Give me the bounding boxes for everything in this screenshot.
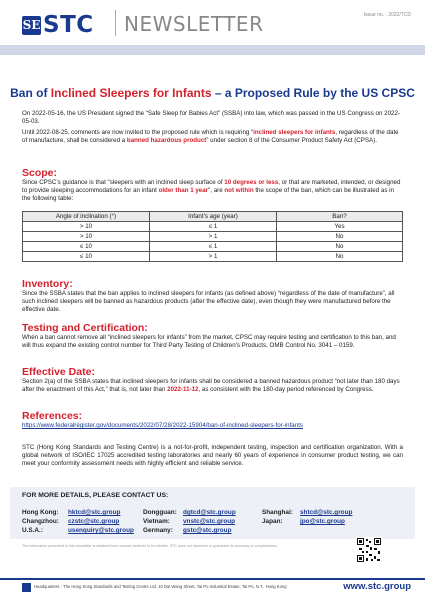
intro-section: [22, 110, 403, 148]
table-cell: ≤ 10: [23, 242, 150, 252]
stc-logo-mark: SE: [22, 16, 41, 35]
contact-email[interactable]: gstc@stc.group: [183, 527, 232, 534]
intro-text-a: Until 2022-08-25, comments are now invited to the proposed rule which is requiring “: [22, 129, 254, 136]
scope-highlight-2: older than 1 year: [158, 187, 209, 194]
scope-highlight-1: 10 degrees or less: [224, 179, 279, 186]
effective-heading: Effective Date:: [22, 366, 95, 378]
contact-label: Hong Kong:: [22, 509, 59, 516]
scope-section: [22, 167, 403, 206]
contact-row-changzhou: [22, 517, 134, 526]
testing-section: [22, 322, 403, 353]
about-text: STC (Hong Kong Standards and Testing Centre) is a not-for-profit, independent testing, inspection and certification organization. With a global network of ISO/IEC 17025 accredited testing laboratories and nearly 60 years of experience in consumer product testing, we can meet your conformity assessment needs with highly efficient and reliable service.: [22, 444, 403, 467]
inventory-heading: Inventory:: [22, 278, 73, 290]
table-cell: ≤ 10: [23, 252, 150, 262]
scope-text: [22, 179, 403, 203]
table-header-angle: Angle of inclination (°): [23, 212, 150, 222]
table-row: [23, 222, 403, 232]
table-header-row: [23, 212, 403, 222]
contact-column-1: [22, 508, 134, 535]
table-row: [23, 242, 403, 252]
inventory-section: [22, 278, 403, 317]
footer-logo-icon: [22, 583, 31, 592]
inventory-text: Since the SSBA states that the ban applies to inclined sleepers for infants (as defined above) “regardless of the date of manufacture”, all such inclined sleepers will be banned as hazardous products (after the effective date), even though they were manufactured before the effective date.: [22, 290, 395, 313]
newsletter-label: NEWSLETTER: [124, 12, 264, 36]
effective-text-a: Section 2(a) of the SSBA states that inclined sleepers for infants shall be considered a banned hazardous product “not later than 180 days after the enactment of this Act,” that is, not later than: [22, 378, 400, 393]
qr-code[interactable]: [356, 537, 382, 563]
table-row: [23, 232, 403, 242]
effective-section: [22, 366, 403, 397]
contact-row-dongguan: [143, 508, 236, 517]
effective-text: [22, 378, 403, 394]
effective-date-highlight: 2022-11-12: [167, 386, 199, 393]
disclaimer-text: The information presented in this newsletter is obtained from sources believed to be reliable. STC does not represent or guarantee its accuracy or completeness.: [22, 544, 278, 548]
contact-row-usa: [22, 526, 134, 535]
contact-label: Japan:: [262, 518, 283, 525]
contact-email[interactable]: czstc@stc.group: [68, 518, 120, 525]
about-section: [22, 444, 403, 471]
reference-link[interactable]: https://www.federalregister.gov/documents/2022/07/28/2022-15904/ban-of-inclined-sleepers-for-infants: [22, 422, 304, 429]
table-cell: No: [277, 242, 403, 252]
footer-headquarters: Headquarters - The Hong Kong Standards and Testing Centre Ltd. 10 Dai Wang Street, Tai Po Industrial Estate, Tai Po, N.T., Hong Kong: [34, 584, 287, 589]
effective-text-b: , as consistent with the 180-day period referenced by Congress.: [198, 386, 374, 393]
contact-row-japan: [262, 517, 352, 526]
table-cell: > 1: [150, 232, 277, 242]
contact-email[interactable]: vnstc@stc.group: [183, 518, 236, 525]
references-heading: References:: [22, 410, 83, 422]
contact-row-hong-kong: [22, 508, 134, 517]
table-row: [23, 252, 403, 262]
contact-row-germany: [143, 526, 236, 535]
scope-text-a: Since CPSC’s guidance is that "sleepers with an inclined sleep surface of: [22, 179, 225, 186]
table-cell: > 10: [23, 232, 150, 242]
intro-paragraph-1: On 2022-05-16, the US President signed the “Safe Sleep for Babies Act” (SSBA) into law, which was passed in the US Congress on 2022-05-03.: [22, 110, 400, 125]
scope-text-b: , or that are marketed, intended, or designed to provide sleeping accommodations for an infant: [22, 179, 401, 194]
contact-row-vietnam: [143, 517, 236, 526]
table-header-age: Infant’s age (year): [150, 212, 277, 222]
table-cell: No: [277, 232, 403, 242]
intro-text-b: , regardless of the date of manufacture, shall be considered a: [22, 129, 399, 144]
page-title: [0, 86, 425, 100]
footer-website-link[interactable]: www.stc.group: [343, 581, 411, 592]
scope-highlight-3: not within: [224, 187, 254, 194]
stc-logo: [22, 12, 94, 38]
intro-paragraph-2: [22, 129, 403, 145]
stc-logo-text: STC: [43, 12, 94, 38]
intro-highlight-1: inclined sleepers for infants: [253, 129, 336, 136]
contact-label: Dongguan:: [143, 509, 177, 516]
ban-table: [22, 211, 403, 262]
contact-column-3: [262, 508, 352, 526]
contact-email[interactable]: hktcd@stc.group: [68, 509, 121, 516]
ban-table-wrapper: [22, 211, 403, 262]
title-highlight: Inclined Sleepers for Infants: [50, 86, 212, 100]
contact-email[interactable]: usenquiry@stc.group: [68, 527, 134, 534]
testing-heading: Testing and Certification:: [22, 322, 148, 334]
header-band: [0, 45, 425, 55]
issue-number: Issue no. : 2022/TCD: [363, 12, 411, 18]
header-divider: [115, 10, 116, 36]
contact-email[interactable]: jpo@stc.group: [300, 518, 345, 525]
table-cell: ≤ 1: [150, 222, 277, 232]
contact-label: U.S.A.:: [22, 527, 43, 534]
contact-label: Shanghai:: [262, 509, 293, 516]
table-header-ban: Ban?: [277, 212, 403, 222]
table-cell: > 10: [23, 222, 150, 232]
contact-label: Germany:: [143, 527, 173, 534]
testing-text: When a ban cannot remove all “inclined sleepers for infants” from the market, CPSC may require testing and certification to this ban, and will thus expand the existing control number for Third Party Testing of Children's Products, OMB Control No. 3041 – 0159.: [22, 334, 396, 349]
contact-column-2: [143, 508, 236, 535]
intro-highlight-2: banned hazardous product: [126, 137, 207, 144]
table-cell: No: [277, 252, 403, 262]
scope-text-c: ", are: [208, 187, 225, 194]
table-cell: ≤ 1: [150, 242, 277, 252]
title-prefix: Ban of: [10, 86, 51, 100]
references-section: [22, 410, 403, 430]
contact-email[interactable]: shtcd@stc.group: [300, 509, 353, 516]
table-cell: Yes: [277, 222, 403, 232]
header: [0, 0, 425, 60]
contact-row-shanghai: [262, 508, 352, 517]
contact-label: Vietnam:: [143, 518, 170, 525]
intro-text-c: ” under section 8 of the Consumer Product Safety Act (CPSA).: [206, 137, 377, 144]
contact-email[interactable]: dgtcd@stc.group: [183, 509, 236, 516]
scope-heading: Scope:: [22, 167, 58, 179]
scope-text-d: the scope of the ban, which can be illustrated as in the following table:: [22, 187, 394, 202]
contact-title: FOR MORE DETAILS, PLEASE CONTACT US:: [22, 492, 169, 499]
title-suffix: – a Proposed Rule by the US CPSC: [211, 86, 415, 100]
table-cell: > 1: [150, 252, 277, 262]
contact-label: Changzhou:: [22, 518, 59, 525]
